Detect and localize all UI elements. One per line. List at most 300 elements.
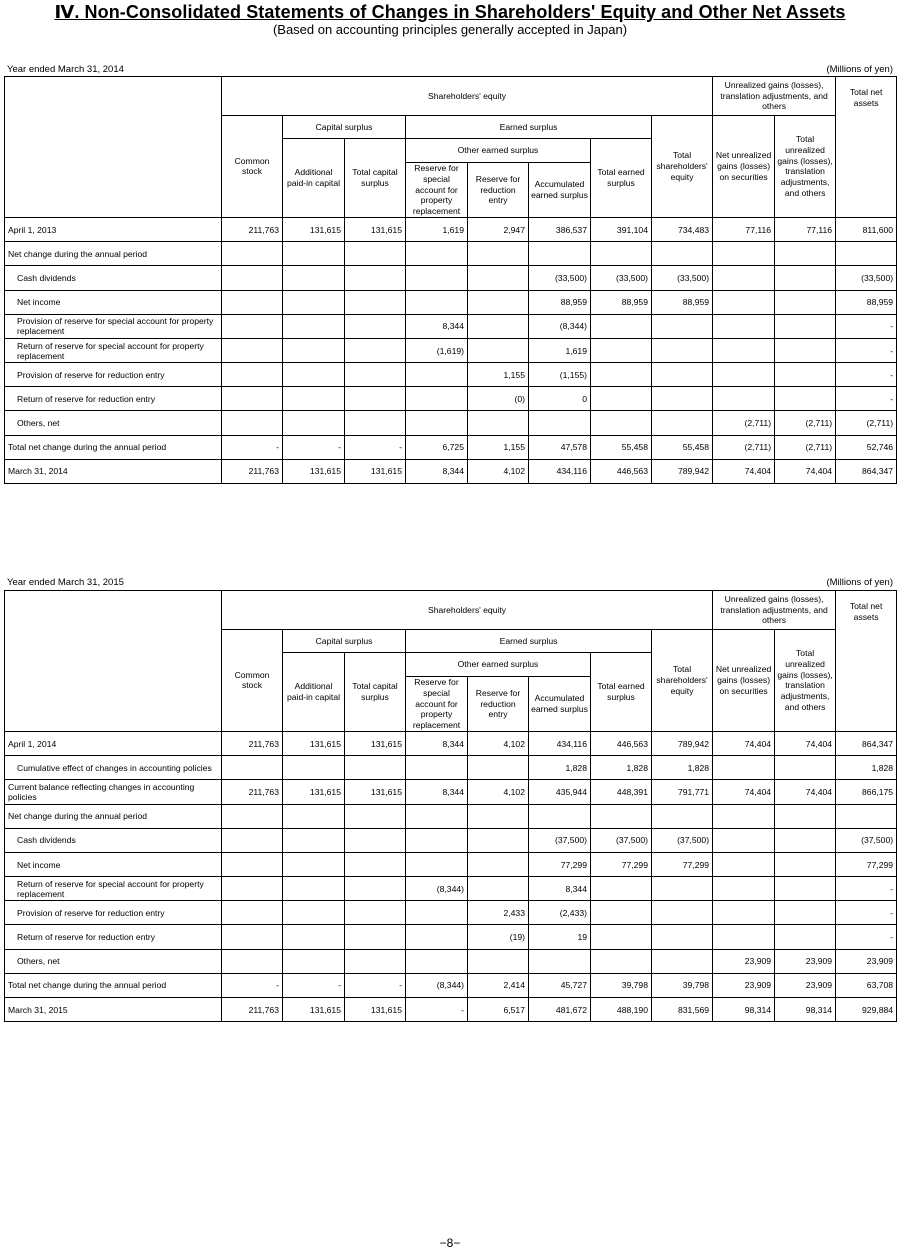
equity-changes-table-2015 bbox=[4, 590, 897, 1022]
value-cell bbox=[591, 925, 652, 949]
value-cell bbox=[775, 804, 836, 828]
row-label: Provision of reserve for reduction entry bbox=[5, 901, 222, 925]
value-cell bbox=[652, 804, 713, 828]
value-cell bbox=[775, 242, 836, 266]
value-cell bbox=[468, 314, 529, 338]
header-total-net-assets: Total net assets bbox=[836, 77, 897, 218]
value-cell bbox=[222, 925, 283, 949]
value-cell: - bbox=[283, 973, 345, 997]
header-shareholders-equity: Shareholders' equity bbox=[222, 591, 713, 630]
value-cell bbox=[468, 949, 529, 973]
unit-caption-2015: (Millions of yen) bbox=[826, 577, 893, 588]
header-capital-surplus: Capital surplus bbox=[283, 630, 406, 653]
value-cell: (37,500) bbox=[591, 828, 652, 852]
value-cell: 74,404 bbox=[775, 780, 836, 804]
value-cell bbox=[345, 949, 406, 973]
value-cell: 211,763 bbox=[222, 998, 283, 1022]
value-cell: 74,404 bbox=[713, 731, 775, 755]
header-capital-surplus: Capital surplus bbox=[283, 116, 406, 139]
value-cell: 74,404 bbox=[775, 459, 836, 483]
value-cell bbox=[468, 804, 529, 828]
table-row bbox=[5, 925, 897, 949]
value-cell: - bbox=[836, 387, 897, 411]
value-cell: 2,947 bbox=[468, 217, 529, 241]
page-number: −8− bbox=[439, 1236, 461, 1250]
value-cell bbox=[406, 828, 468, 852]
header-total-capital-surplus: Total capital surplus bbox=[345, 139, 406, 218]
value-cell: 446,563 bbox=[591, 731, 652, 755]
value-cell: (33,500) bbox=[836, 266, 897, 290]
value-cell: 88,959 bbox=[591, 290, 652, 314]
value-cell: 4,102 bbox=[468, 731, 529, 755]
table-row bbox=[5, 387, 897, 411]
value-cell: (1,155) bbox=[529, 363, 591, 387]
value-cell bbox=[652, 925, 713, 949]
table-row bbox=[5, 877, 897, 901]
header-total-capital-surplus: Total capital surplus bbox=[345, 653, 406, 732]
value-cell bbox=[222, 756, 283, 780]
header-total-earned-surplus: Total earned surplus bbox=[591, 139, 652, 218]
value-cell bbox=[652, 363, 713, 387]
value-cell bbox=[222, 387, 283, 411]
value-cell bbox=[529, 242, 591, 266]
table-row bbox=[5, 804, 897, 828]
value-cell: 131,615 bbox=[345, 780, 406, 804]
header-reserve-reduction-entry: Reserve for reduction entry bbox=[468, 677, 529, 732]
value-cell bbox=[345, 242, 406, 266]
value-cell bbox=[283, 411, 345, 435]
value-cell bbox=[591, 242, 652, 266]
value-cell: (2,433) bbox=[529, 901, 591, 925]
period-caption-2015: Year ended March 31, 2015 bbox=[7, 577, 124, 588]
row-label: Provision of reserve for reduction entry bbox=[5, 363, 222, 387]
value-cell: 77,299 bbox=[652, 852, 713, 876]
value-cell bbox=[652, 877, 713, 901]
value-cell bbox=[468, 756, 529, 780]
value-cell bbox=[222, 828, 283, 852]
value-cell: 77,116 bbox=[713, 217, 775, 241]
value-cell bbox=[222, 290, 283, 314]
value-cell bbox=[406, 949, 468, 973]
row-label: Current balance reflecting changes in accounting policies bbox=[5, 780, 222, 804]
table-header-2014 bbox=[5, 77, 897, 218]
value-cell bbox=[345, 852, 406, 876]
value-cell: 929,884 bbox=[836, 998, 897, 1022]
value-cell bbox=[529, 411, 591, 435]
value-cell: 448,391 bbox=[591, 780, 652, 804]
value-cell: 63,708 bbox=[836, 973, 897, 997]
value-cell: 1,828 bbox=[652, 756, 713, 780]
value-cell: 811,600 bbox=[836, 217, 897, 241]
value-cell bbox=[591, 387, 652, 411]
value-cell: 481,672 bbox=[529, 998, 591, 1022]
table-row bbox=[5, 242, 897, 266]
header-total-net-assets: Total net assets bbox=[836, 591, 897, 732]
value-cell bbox=[591, 949, 652, 973]
row-label: March 31, 2015 bbox=[5, 998, 222, 1022]
value-cell: 88,959 bbox=[529, 290, 591, 314]
value-cell: 55,458 bbox=[652, 435, 713, 459]
value-cell: (2,711) bbox=[713, 411, 775, 435]
value-cell bbox=[713, 314, 775, 338]
header-earned-surplus: Earned surplus bbox=[406, 630, 652, 653]
period-caption-2014: Year ended March 31, 2014 bbox=[7, 64, 124, 75]
value-cell: 1,619 bbox=[529, 338, 591, 362]
value-cell: 0 bbox=[529, 387, 591, 411]
value-cell: 55,458 bbox=[591, 435, 652, 459]
value-cell: 74,404 bbox=[713, 459, 775, 483]
value-cell bbox=[222, 901, 283, 925]
table-row bbox=[5, 217, 897, 241]
value-cell bbox=[775, 901, 836, 925]
value-cell: 8,344 bbox=[406, 731, 468, 755]
value-cell bbox=[345, 877, 406, 901]
value-cell bbox=[222, 949, 283, 973]
value-cell: 19 bbox=[529, 925, 591, 949]
value-cell bbox=[222, 804, 283, 828]
value-cell bbox=[652, 338, 713, 362]
row-label: Net change during the annual period bbox=[5, 804, 222, 828]
value-cell bbox=[591, 804, 652, 828]
value-cell: 98,314 bbox=[775, 998, 836, 1022]
value-cell bbox=[652, 411, 713, 435]
value-cell bbox=[406, 925, 468, 949]
header-total-unrealized-gains: Total unrealized gains (losses), translation adjustments, and others bbox=[775, 630, 836, 732]
value-cell bbox=[345, 290, 406, 314]
value-cell bbox=[468, 242, 529, 266]
value-cell: 211,763 bbox=[222, 459, 283, 483]
value-cell bbox=[775, 756, 836, 780]
value-cell: - bbox=[345, 973, 406, 997]
value-cell bbox=[283, 852, 345, 876]
table-row bbox=[5, 338, 897, 362]
value-cell bbox=[406, 363, 468, 387]
value-cell: 831,569 bbox=[652, 998, 713, 1022]
value-cell: 211,763 bbox=[222, 217, 283, 241]
value-cell bbox=[222, 877, 283, 901]
value-cell: 77,299 bbox=[529, 852, 591, 876]
table-row bbox=[5, 363, 897, 387]
value-cell bbox=[713, 338, 775, 362]
value-cell bbox=[591, 338, 652, 362]
table-row bbox=[5, 314, 897, 338]
value-cell: - bbox=[836, 314, 897, 338]
value-cell: 386,537 bbox=[529, 217, 591, 241]
table-row bbox=[5, 852, 897, 876]
value-cell bbox=[283, 756, 345, 780]
value-cell bbox=[345, 925, 406, 949]
value-cell bbox=[775, 363, 836, 387]
value-cell: 789,942 bbox=[652, 731, 713, 755]
header-total-shareholders-equity: Total shareholders' equity bbox=[652, 630, 713, 732]
value-cell bbox=[345, 804, 406, 828]
value-cell: (37,500) bbox=[836, 828, 897, 852]
value-cell: 1,155 bbox=[468, 435, 529, 459]
value-cell bbox=[652, 242, 713, 266]
value-cell: (2,711) bbox=[713, 435, 775, 459]
value-cell bbox=[591, 877, 652, 901]
value-cell bbox=[283, 387, 345, 411]
value-cell bbox=[529, 949, 591, 973]
value-cell: (33,500) bbox=[591, 266, 652, 290]
value-cell: 791,771 bbox=[652, 780, 713, 804]
value-cell: 131,615 bbox=[283, 780, 345, 804]
value-cell: 434,116 bbox=[529, 459, 591, 483]
row-label: Cash dividends bbox=[5, 828, 222, 852]
value-cell: 131,615 bbox=[283, 459, 345, 483]
page-title: Ⅳ. Non-Consolidated Statements of Changes in Shareholders' Equity and Other Net Assets bbox=[54, 2, 846, 22]
value-cell: 2,433 bbox=[468, 901, 529, 925]
value-cell: - bbox=[222, 435, 283, 459]
value-cell: 131,615 bbox=[283, 217, 345, 241]
value-cell: 47,578 bbox=[529, 435, 591, 459]
value-cell bbox=[713, 925, 775, 949]
value-cell bbox=[345, 756, 406, 780]
value-cell: (33,500) bbox=[652, 266, 713, 290]
header-blank-cell bbox=[5, 591, 222, 732]
table-row bbox=[5, 266, 897, 290]
value-cell bbox=[283, 877, 345, 901]
value-cell: (1,619) bbox=[406, 338, 468, 362]
value-cell: 1,155 bbox=[468, 363, 529, 387]
value-cell: 74,404 bbox=[713, 780, 775, 804]
value-cell: 77,116 bbox=[775, 217, 836, 241]
value-cell bbox=[406, 387, 468, 411]
value-cell: 211,763 bbox=[222, 731, 283, 755]
value-cell: 23,909 bbox=[775, 973, 836, 997]
row-label: Return of reserve for reduction entry bbox=[5, 387, 222, 411]
table-row bbox=[5, 780, 897, 804]
value-cell: 52,746 bbox=[836, 435, 897, 459]
table-row bbox=[5, 756, 897, 780]
value-cell: (37,500) bbox=[529, 828, 591, 852]
value-cell: 2,414 bbox=[468, 973, 529, 997]
value-cell: 434,116 bbox=[529, 731, 591, 755]
value-cell bbox=[468, 852, 529, 876]
row-label: Return of reserve for special account for property replacement bbox=[5, 877, 222, 901]
row-label: Net income bbox=[5, 852, 222, 876]
value-cell: 6,725 bbox=[406, 435, 468, 459]
value-cell: - bbox=[222, 973, 283, 997]
value-cell: 8,344 bbox=[406, 314, 468, 338]
value-cell: (2,711) bbox=[775, 411, 836, 435]
unit-caption-2014: (Millions of yen) bbox=[826, 64, 893, 75]
value-cell bbox=[836, 242, 897, 266]
value-cell bbox=[283, 314, 345, 338]
header-earned-surplus: Earned surplus bbox=[406, 116, 652, 139]
value-cell bbox=[406, 290, 468, 314]
value-cell: 23,909 bbox=[713, 949, 775, 973]
value-cell bbox=[775, 852, 836, 876]
value-cell bbox=[283, 242, 345, 266]
value-cell: 131,615 bbox=[345, 459, 406, 483]
table-row bbox=[5, 828, 897, 852]
value-cell bbox=[345, 338, 406, 362]
value-cell: 98,314 bbox=[713, 998, 775, 1022]
value-cell bbox=[591, 901, 652, 925]
header-accumulated-earned-surplus: Accumulated earned surplus bbox=[529, 163, 591, 218]
table-row bbox=[5, 949, 897, 973]
value-cell: 391,104 bbox=[591, 217, 652, 241]
value-cell: (19) bbox=[468, 925, 529, 949]
header-common-stock: Common stock bbox=[222, 630, 283, 732]
table-row bbox=[5, 998, 897, 1022]
header-total-shareholders-equity: Total shareholders' equity bbox=[652, 116, 713, 218]
table-row bbox=[5, 411, 897, 435]
value-cell bbox=[406, 756, 468, 780]
header-additional-paid-in-capital: Additional paid-in capital bbox=[283, 653, 345, 732]
value-cell bbox=[775, 314, 836, 338]
value-cell: 446,563 bbox=[591, 459, 652, 483]
value-cell: - bbox=[836, 338, 897, 362]
value-cell: 131,615 bbox=[345, 731, 406, 755]
value-cell bbox=[775, 925, 836, 949]
value-cell bbox=[775, 290, 836, 314]
value-cell: 131,615 bbox=[345, 998, 406, 1022]
table-row bbox=[5, 435, 897, 459]
value-cell bbox=[529, 804, 591, 828]
value-cell: 88,959 bbox=[836, 290, 897, 314]
value-cell bbox=[406, 852, 468, 876]
header-accumulated-earned-surplus: Accumulated earned surplus bbox=[529, 677, 591, 732]
value-cell bbox=[713, 290, 775, 314]
table-row bbox=[5, 731, 897, 755]
value-cell bbox=[283, 949, 345, 973]
header-additional-paid-in-capital: Additional paid-in capital bbox=[283, 139, 345, 218]
value-cell: 45,727 bbox=[529, 973, 591, 997]
table-body-2014 bbox=[5, 217, 897, 483]
row-label: Cumulative effect of changes in accounting policies bbox=[5, 756, 222, 780]
value-cell: 23,909 bbox=[836, 949, 897, 973]
header-total-earned-surplus: Total earned surplus bbox=[591, 653, 652, 732]
value-cell bbox=[345, 411, 406, 435]
value-cell: 39,798 bbox=[591, 973, 652, 997]
value-cell: 789,942 bbox=[652, 459, 713, 483]
value-cell bbox=[713, 756, 775, 780]
value-cell bbox=[283, 901, 345, 925]
header-shareholders-equity: Shareholders' equity bbox=[222, 77, 713, 116]
row-label: Total net change during the annual period bbox=[5, 435, 222, 459]
value-cell: 77,299 bbox=[836, 852, 897, 876]
value-cell bbox=[713, 852, 775, 876]
row-label: Return of reserve for special account for property replacement bbox=[5, 338, 222, 362]
value-cell: (8,344) bbox=[406, 877, 468, 901]
value-cell: 8,344 bbox=[406, 780, 468, 804]
value-cell bbox=[283, 338, 345, 362]
value-cell bbox=[468, 877, 529, 901]
value-cell bbox=[345, 387, 406, 411]
value-cell: (33,500) bbox=[529, 266, 591, 290]
value-cell: 211,763 bbox=[222, 780, 283, 804]
row-label: April 1, 2014 bbox=[5, 731, 222, 755]
value-cell bbox=[222, 411, 283, 435]
value-cell: 864,347 bbox=[836, 459, 897, 483]
value-cell bbox=[406, 411, 468, 435]
value-cell bbox=[713, 804, 775, 828]
value-cell bbox=[775, 387, 836, 411]
table-row bbox=[5, 973, 897, 997]
table-row bbox=[5, 290, 897, 314]
row-label: Cash dividends bbox=[5, 266, 222, 290]
value-cell bbox=[345, 828, 406, 852]
table-body-2015 bbox=[5, 731, 897, 1021]
table-row bbox=[5, 901, 897, 925]
row-label: Net income bbox=[5, 290, 222, 314]
value-cell bbox=[222, 363, 283, 387]
row-label: Total net change during the annual period bbox=[5, 973, 222, 997]
value-cell: (2,711) bbox=[775, 435, 836, 459]
value-cell: 1,828 bbox=[529, 756, 591, 780]
header-net-unrealized-gains: Net unrealized gains (losses) on securities bbox=[713, 116, 775, 218]
header-other-earned-surplus: Other earned surplus bbox=[406, 139, 591, 163]
value-cell bbox=[345, 266, 406, 290]
value-cell: 39,798 bbox=[652, 973, 713, 997]
value-cell: 131,615 bbox=[345, 217, 406, 241]
value-cell bbox=[591, 363, 652, 387]
value-cell bbox=[775, 877, 836, 901]
value-cell: 1,619 bbox=[406, 217, 468, 241]
value-cell: 488,190 bbox=[591, 998, 652, 1022]
value-cell bbox=[775, 266, 836, 290]
value-cell bbox=[468, 290, 529, 314]
value-cell: - bbox=[836, 877, 897, 901]
value-cell: 88,959 bbox=[652, 290, 713, 314]
header-unrealized-group: Unrealized gains (losses), translation adjustments, and others bbox=[713, 77, 836, 116]
row-label: Others, net bbox=[5, 411, 222, 435]
equity-changes-table-2014 bbox=[4, 76, 897, 484]
row-label: Return of reserve for reduction entry bbox=[5, 925, 222, 949]
value-cell bbox=[775, 828, 836, 852]
header-common-stock: Common stock bbox=[222, 116, 283, 218]
value-cell: 131,615 bbox=[283, 998, 345, 1022]
value-cell: 8,344 bbox=[406, 459, 468, 483]
value-cell: 4,102 bbox=[468, 459, 529, 483]
value-cell: 864,347 bbox=[836, 731, 897, 755]
header-reserve-special-account: Reserve for special account for property replacement bbox=[406, 677, 468, 732]
value-cell: 6,517 bbox=[468, 998, 529, 1022]
value-cell: (8,344) bbox=[529, 314, 591, 338]
value-cell bbox=[713, 266, 775, 290]
value-cell: 1,828 bbox=[836, 756, 897, 780]
value-cell bbox=[713, 242, 775, 266]
value-cell bbox=[406, 901, 468, 925]
header-reserve-special-account: Reserve for special account for property replacement bbox=[406, 163, 468, 218]
value-cell bbox=[222, 266, 283, 290]
value-cell bbox=[283, 925, 345, 949]
value-cell: (0) bbox=[468, 387, 529, 411]
value-cell bbox=[406, 804, 468, 828]
row-label: March 31, 2014 bbox=[5, 459, 222, 483]
value-cell bbox=[713, 877, 775, 901]
value-cell bbox=[652, 387, 713, 411]
value-cell bbox=[222, 314, 283, 338]
value-cell bbox=[222, 338, 283, 362]
page-subtitle: (Based on accounting principles generally accepted in Japan) bbox=[272, 22, 628, 37]
header-blank-cell bbox=[5, 77, 222, 218]
value-cell: 1,828 bbox=[591, 756, 652, 780]
value-cell: - bbox=[345, 435, 406, 459]
value-cell: (2,711) bbox=[836, 411, 897, 435]
value-cell bbox=[406, 266, 468, 290]
value-cell bbox=[468, 338, 529, 362]
value-cell bbox=[836, 804, 897, 828]
row-label: April 1, 2013 bbox=[5, 217, 222, 241]
value-cell bbox=[652, 949, 713, 973]
value-cell bbox=[468, 828, 529, 852]
header-other-earned-surplus: Other earned surplus bbox=[406, 653, 591, 677]
header-net-unrealized-gains: Net unrealized gains (losses) on securities bbox=[713, 630, 775, 732]
value-cell bbox=[345, 314, 406, 338]
